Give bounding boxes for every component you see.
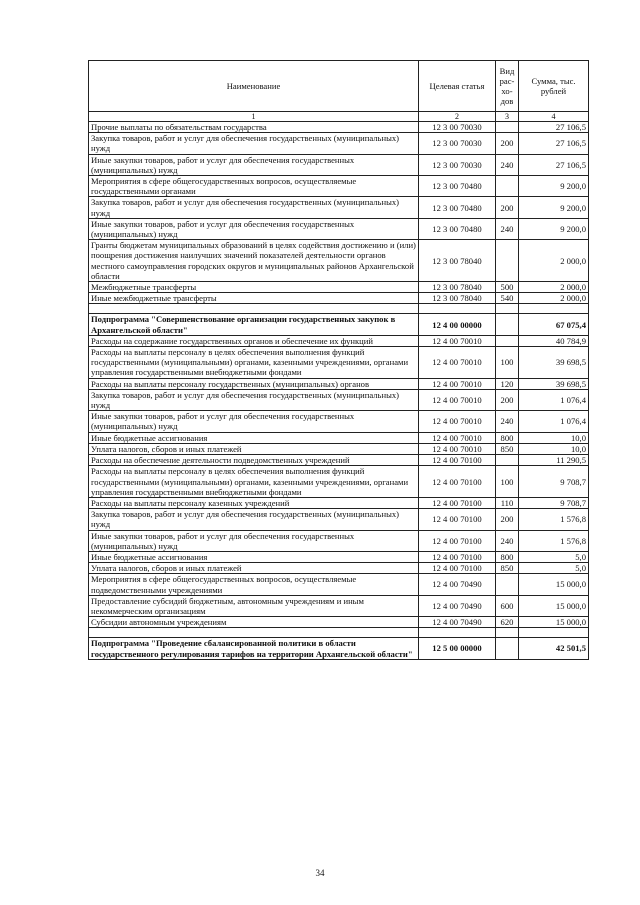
- table-spacer-row: [89, 304, 589, 314]
- row-article: 12 4 00 70010: [419, 335, 496, 346]
- row-expense-kind: 100: [496, 466, 519, 498]
- row-sum: 15 000,0: [519, 574, 589, 595]
- header-article: Целевая статья: [419, 61, 496, 112]
- table-header-row: [89, 61, 589, 112]
- row-name: Расходы на содержание государственных органов и обеспечение их функций: [89, 335, 419, 346]
- row-sum: 1 576,8: [519, 509, 589, 530]
- column-number-row: [89, 112, 589, 122]
- empty-cell: [89, 304, 419, 314]
- row-sum: 11 290,5: [519, 455, 589, 466]
- row-name: Межбюджетные трансферты: [89, 282, 419, 293]
- row-article: 12 3 00 78040: [419, 240, 496, 282]
- col-number: 1: [89, 112, 419, 122]
- row-expense-kind: 620: [496, 617, 519, 628]
- row-sum: 40 784,9: [519, 335, 589, 346]
- row-article: 12 4 00 70010: [419, 347, 496, 379]
- row-name: Мероприятия в сфере общегосударственных вопросов, осуществляемые подведомственными учреждениями: [89, 574, 419, 595]
- row-sum: 39 698,5: [519, 347, 589, 379]
- table-row: [89, 574, 589, 595]
- row-name: Расходы на выплаты персоналу казенных учреждений: [89, 497, 419, 508]
- row-article: 12 4 00 70100: [419, 509, 496, 530]
- row-expense-kind: 200: [496, 197, 519, 218]
- row-name: Закупка товаров, работ и услуг для обеспечения государственных (муниципальных) нужд: [89, 509, 419, 530]
- table-row: [89, 466, 589, 498]
- table-spacer-row: [89, 628, 589, 638]
- row-expense-kind: 200: [496, 389, 519, 410]
- table-row: [89, 617, 589, 628]
- row-sum: 2 000,0: [519, 240, 589, 282]
- header-kind: Вид рас-хо-дов: [496, 61, 519, 112]
- table-row: [89, 509, 589, 530]
- row-expense-kind: [496, 455, 519, 466]
- table-row: [89, 176, 589, 197]
- row-name: Гранты бюджетам муниципальных образований в целях содействия достижению и (или) поощрения достижения наилучших значений показателей деятельности органов местного самоуправления городских округов и муниципальных районов Архангельской области: [89, 240, 419, 282]
- row-name: Иные бюджетные ассигнования: [89, 432, 419, 443]
- empty-cell: [89, 628, 419, 638]
- row-name: Закупка товаров, работ и услуг для обеспечения государственных (муниципальных) нужд: [89, 389, 419, 410]
- row-sum: 27 106,5: [519, 122, 589, 133]
- row-article: 12 3 00 70030: [419, 122, 496, 133]
- row-article: 12 5 00 00000: [419, 638, 496, 659]
- row-sum: 9 200,0: [519, 176, 589, 197]
- row-expense-kind: 500: [496, 282, 519, 293]
- row-sum: 5,0: [519, 551, 589, 562]
- page-number: 34: [315, 868, 325, 878]
- row-article: 12 4 00 70100: [419, 530, 496, 551]
- row-article: 12 4 00 70010: [419, 432, 496, 443]
- row-expense-kind: 240: [496, 530, 519, 551]
- row-expense-kind: 600: [496, 595, 519, 616]
- row-sum: 9 708,7: [519, 466, 589, 498]
- table-row: [89, 443, 589, 454]
- row-sum: 15 000,0: [519, 617, 589, 628]
- row-expense-kind: 850: [496, 443, 519, 454]
- row-expense-kind: 800: [496, 551, 519, 562]
- row-sum: 15 000,0: [519, 595, 589, 616]
- row-name: Мероприятия в сфере общегосударственных вопросов, осуществляемые государственными органами: [89, 176, 419, 197]
- row-name: Предоставление субсидий бюджетным, автономным учреждениям и иным некоммерческим организациям: [89, 595, 419, 616]
- col-number: 2: [419, 112, 496, 122]
- row-name: Иные закупки товаров, работ и услуг для обеспечения государственных (муниципальных) нужд: [89, 411, 419, 432]
- row-article: 12 4 00 70010: [419, 443, 496, 454]
- row-expense-kind: 110: [496, 497, 519, 508]
- row-sum: 1 576,8: [519, 530, 589, 551]
- row-name: Прочие выплаты по обязательствам государства: [89, 122, 419, 133]
- header-name: Наименование: [89, 61, 419, 112]
- subprogram-row: [89, 314, 589, 335]
- row-name: Закупка товаров, работ и услуг для обеспечения государственных (муниципальных) нужд: [89, 197, 419, 218]
- row-name: Закупка товаров, работ и услуг для обеспечения государственных (муниципальных) нужд: [89, 133, 419, 154]
- row-expense-kind: 240: [496, 154, 519, 175]
- row-sum: 2 000,0: [519, 282, 589, 293]
- row-article: 12 4 00 70490: [419, 574, 496, 595]
- table-row: [89, 432, 589, 443]
- row-expense-kind: 200: [496, 509, 519, 530]
- table-row: [89, 282, 589, 293]
- row-name: Подпрограмма "Совершенствование организации государственных закупок в Архангельской области": [89, 314, 419, 335]
- table-row: [89, 122, 589, 133]
- table-row: [89, 154, 589, 175]
- table-row: [89, 197, 589, 218]
- row-expense-kind: 240: [496, 411, 519, 432]
- row-expense-kind: [496, 574, 519, 595]
- row-expense-kind: [496, 638, 519, 659]
- row-article: 12 3 00 78040: [419, 282, 496, 293]
- row-expense-kind: 850: [496, 563, 519, 574]
- table-row: [89, 347, 589, 379]
- col-number: 4: [519, 112, 589, 122]
- row-name: Иные закупки товаров, работ и услуг для обеспечения государственных (муниципальных) нужд: [89, 154, 419, 175]
- row-article: 12 4 00 00000: [419, 314, 496, 335]
- row-article: 12 4 00 70100: [419, 551, 496, 562]
- table-row: [89, 335, 589, 346]
- table-row: [89, 530, 589, 551]
- row-article: 12 4 00 70490: [419, 595, 496, 616]
- row-expense-kind: 240: [496, 218, 519, 239]
- row-sum: 1 076,4: [519, 389, 589, 410]
- row-name: Иные закупки товаров, работ и услуг для обеспечения государственных (муниципальных) нужд: [89, 218, 419, 239]
- row-expense-kind: 540: [496, 293, 519, 304]
- row-sum: 10,0: [519, 443, 589, 454]
- table-row: [89, 551, 589, 562]
- row-sum: 67 075,4: [519, 314, 589, 335]
- row-article: 12 3 00 70480: [419, 176, 496, 197]
- row-article: 12 3 00 70480: [419, 197, 496, 218]
- empty-cell: [519, 628, 589, 638]
- row-sum: 27 106,5: [519, 154, 589, 175]
- empty-cell: [419, 304, 496, 314]
- row-name: Уплата налогов, сборов и иных платежей: [89, 563, 419, 574]
- row-expense-kind: [496, 122, 519, 133]
- table-row: [89, 455, 589, 466]
- empty-cell: [496, 304, 519, 314]
- budget-table: [88, 60, 589, 660]
- row-expense-kind: 100: [496, 347, 519, 379]
- empty-cell: [519, 304, 589, 314]
- row-expense-kind: [496, 240, 519, 282]
- row-name: Подпрограмма "Проведение сбалансированной политики в области государственного регулирования тарифов на территории Архангельской области": [89, 638, 419, 659]
- row-expense-kind: [496, 314, 519, 335]
- row-name: Расходы на выплаты персоналу в целях обеспечения выполнения функций государственными (муниципальными) органами, казенными учреждениями, органами управления государственными внебюджетными фондами: [89, 466, 419, 498]
- row-expense-kind: [496, 335, 519, 346]
- subprogram-row: [89, 638, 589, 659]
- row-name: Иные бюджетные ассигнования: [89, 551, 419, 562]
- table-row: [89, 595, 589, 616]
- row-sum: 9 708,7: [519, 497, 589, 508]
- empty-cell: [419, 628, 496, 638]
- row-sum: 42 501,5: [519, 638, 589, 659]
- row-name: Расходы на обеспечение деятельности подведомственных учреждений: [89, 455, 419, 466]
- row-article: 12 4 00 70010: [419, 378, 496, 389]
- row-name: Иные закупки товаров, работ и услуг для обеспечения государственных (муниципальных) нужд: [89, 530, 419, 551]
- table-row: [89, 293, 589, 304]
- row-sum: 10,0: [519, 432, 589, 443]
- table-row: [89, 133, 589, 154]
- table-row: [89, 411, 589, 432]
- row-sum: 27 106,5: [519, 133, 589, 154]
- row-expense-kind: [496, 176, 519, 197]
- row-article: 12 4 00 70100: [419, 466, 496, 498]
- row-article: 12 3 00 70030: [419, 133, 496, 154]
- row-name: Расходы на выплаты персоналу государственных (муниципальных) органов: [89, 378, 419, 389]
- row-expense-kind: 200: [496, 133, 519, 154]
- empty-cell: [496, 628, 519, 638]
- row-name: Уплата налогов, сборов и иных платежей: [89, 443, 419, 454]
- row-expense-kind: 800: [496, 432, 519, 443]
- table-row: [89, 497, 589, 508]
- row-name: Расходы на выплаты персоналу в целях обеспечения выполнения функций государственными (муниципальными) органами, казенными учреждениями, органами управления государственными внебюджетными фондами: [89, 347, 419, 379]
- table-row: [89, 240, 589, 282]
- row-article: 12 4 00 70010: [419, 389, 496, 410]
- row-name: Субсидии автономным учреждениям: [89, 617, 419, 628]
- row-article: 12 3 00 78040: [419, 293, 496, 304]
- row-article: 12 4 00 70490: [419, 617, 496, 628]
- table-row: [89, 378, 589, 389]
- col-number: 3: [496, 112, 519, 122]
- row-article: 12 4 00 70010: [419, 411, 496, 432]
- row-sum: 9 200,0: [519, 218, 589, 239]
- header-sum: Сумма, тыс. рублей: [519, 61, 589, 112]
- row-sum: 9 200,0: [519, 197, 589, 218]
- row-sum: 2 000,0: [519, 293, 589, 304]
- table-row: [89, 218, 589, 239]
- row-sum: 5,0: [519, 563, 589, 574]
- table-row: [89, 563, 589, 574]
- row-name: Иные межбюджетные трансферты: [89, 293, 419, 304]
- row-sum: 39 698,5: [519, 378, 589, 389]
- row-article: 12 3 00 70030: [419, 154, 496, 175]
- row-article: 12 4 00 70100: [419, 497, 496, 508]
- row-article: 12 3 00 70480: [419, 218, 496, 239]
- row-article: 12 4 00 70100: [419, 455, 496, 466]
- row-expense-kind: 120: [496, 378, 519, 389]
- table-row: [89, 389, 589, 410]
- table-body: [89, 122, 589, 660]
- row-sum: 1 076,4: [519, 411, 589, 432]
- row-article: 12 4 00 70100: [419, 563, 496, 574]
